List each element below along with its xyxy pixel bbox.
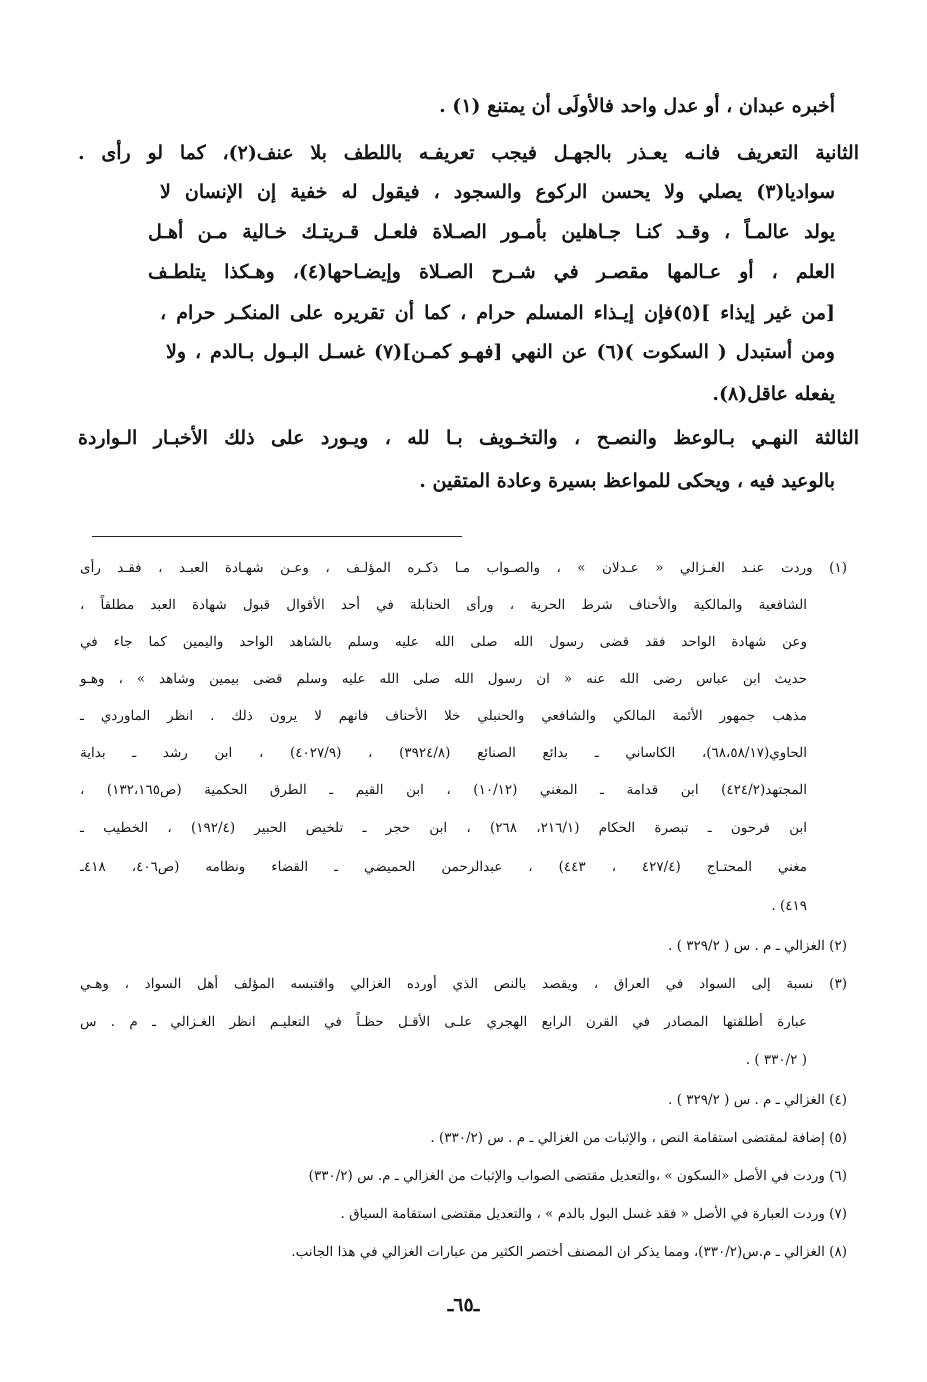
footnote-line: (٥) إضافة لمقتضى استقامة النص ، والإثبات من الغزالي ـ م . س (٣٣٠/٢) . [430, 1130, 847, 1146]
main-text-line: ومن أستبدل ( السكوت )(٦) عن النهي [فهـو كمـن](٧) غسـل البـول بـالدم ، ولا [166, 341, 835, 363]
footnote-line: (٧) وردت العبارة في الأصل « فقد غسل البول بالدم » ، والتعديل مقتضى استقامة السياق . [340, 1206, 847, 1222]
footnote-separator [92, 536, 462, 537]
main-text-line: بالوعيد فيه ، ويحكى للمواعظ بسيرة وعادة المتقين . [419, 470, 835, 492]
footnote-line: (٣) نسبة إلى السواد في العراق ، ويقصد بالنص الذي أورده الغزالي واقتبسه المؤلف أهل السواد ، وهـي [80, 976, 847, 992]
main-text-line: يولد عالمـاً ، وقـد كنـا جـاهلين بأمـور الصـلاة فلعـل قـريتـك خـالية مـن أهـل [148, 221, 835, 243]
footnote-line: مغني المحتـاج (٤٢٧/٤ ، ٤٤٣) ، عبدالرحمن الحميضي ـ القضاء ونظامه (ص٤٠٦، ٤١٨ـ [80, 859, 807, 875]
main-text-line: سواديا(٣) يصلي ولا يحسن الركوع والسجود ، فيقول له خفية إن الإنسان لا [160, 181, 835, 203]
page-number: ـ٦٥ـ [447, 1294, 480, 1316]
main-text-line: يفعله عاقل(٨). [712, 383, 835, 405]
footnote-line: وعن شهادة الواحد فقد قضى رسول الله صلى الله عليه وسلم بالشاهد الواحد واليمين كما جاء في [80, 634, 807, 650]
main-text-line: الثانية التعريف فانـه يعـذر بالجهـل فيجب تعريفـه باللطف بلا عنف(٢)، كما لو رأى . [78, 142, 859, 164]
footnote-line: (٤) الغزالي ـ م . س ( ٣٢٩/٢ ) . [668, 1092, 847, 1108]
footnote-line: (٨) الغزالي ـ م.س(٣٣٠/٢)، ومما يذكر ان المصنف أختصر الكثير من عبارات الغزالي في هذا الجانب. [291, 1244, 847, 1260]
main-text-line: الثالثة النهـي بـالوعظ والنصـح ، والتخـويف بـا لله ، ويـورد على ذلك الأخبـار الـواردة [78, 427, 859, 449]
footnote-line: المجتهد(٤٢٤/٢) ابن قدامة ـ المغني (١٠/١٢) ، ابن القيم ـ الطرق الحكمية (ص١٣٢،١٦٥) ، [80, 782, 807, 798]
footnote-line: ( ٣٣٠/٢ ) . [745, 1052, 807, 1068]
footnote-line: الشافعية والمالكية والأحناف شرط الحرية ، ورأى الحنابلة في أحد الأقوال قبول شهادة العبد مطلقاً ، [80, 597, 807, 613]
main-text-line: أخبره عبدان ، أو عدل واحد فالأولَى أن يمتنع (١) . [439, 95, 835, 117]
main-text-line: [من غير إيذاء ](٥)فإن إيـذاء المسلم حرام ، كما أن تقريره على المنكـر حرام ، [160, 302, 835, 324]
footnote-line: (٦) وردت في الأصل «السكون » ،والتعديل مقتضى الصواب والإثبات من الغزالي ـ م. س (٣٣٠/٢) [308, 1168, 847, 1184]
footnote-line: حديث ابن عباس رضى الله عنه « ان رسول الله صلى الله عليه وسلم قضى بيمين وشاهد » ، وهـو [80, 671, 807, 687]
footnote-line: الحاوي(٦٨،٥٨/١٧)، الكاساني ـ بدائع الصنائع (٣٩٢٤/٨) ، (٤٠٢٧/٩) ، ابن رشد ـ بداية [80, 745, 807, 761]
footnote-line: عبارة أطلقتها المصادر في القرن الرابع الهجري علـى الأقـل حظـاً في التعليـم انظر الغـزالي ـ م . س [80, 1014, 807, 1030]
footnote-line: ٤١٩) . [771, 898, 807, 914]
main-text-line: العلم ، أو عـالمها مقصـر في شـرح الصـلاة وإيضـاحها(٤)، وهـكذا يتلطـف [148, 261, 835, 283]
footnote-line: مذهب جمهور الأئمة المالكي والشافعي والحنبلي خلا الأحناف فانهم لا يرون ذلك . انظر الماوردي ـ [80, 708, 807, 724]
footnote-line: (٢) الغزالي ـ م . س ( ٣٢٩/٢ ) . [668, 938, 847, 954]
footnote-line: ابن فرحون ـ تبصرة الحكام (٢١٦/١، ٢٦٨) ، ابن حجر ـ تلخيص الحبير (١٩٢/٤) ، الخطيب ـ [80, 820, 808, 836]
footnote-line: (١) وردت عنـد الغـزالي « عـدلان » ، والصـواب مـا ذكـره المؤلـف ، وعـن شهـادة العبـد ، فقـد رأى [80, 560, 847, 576]
